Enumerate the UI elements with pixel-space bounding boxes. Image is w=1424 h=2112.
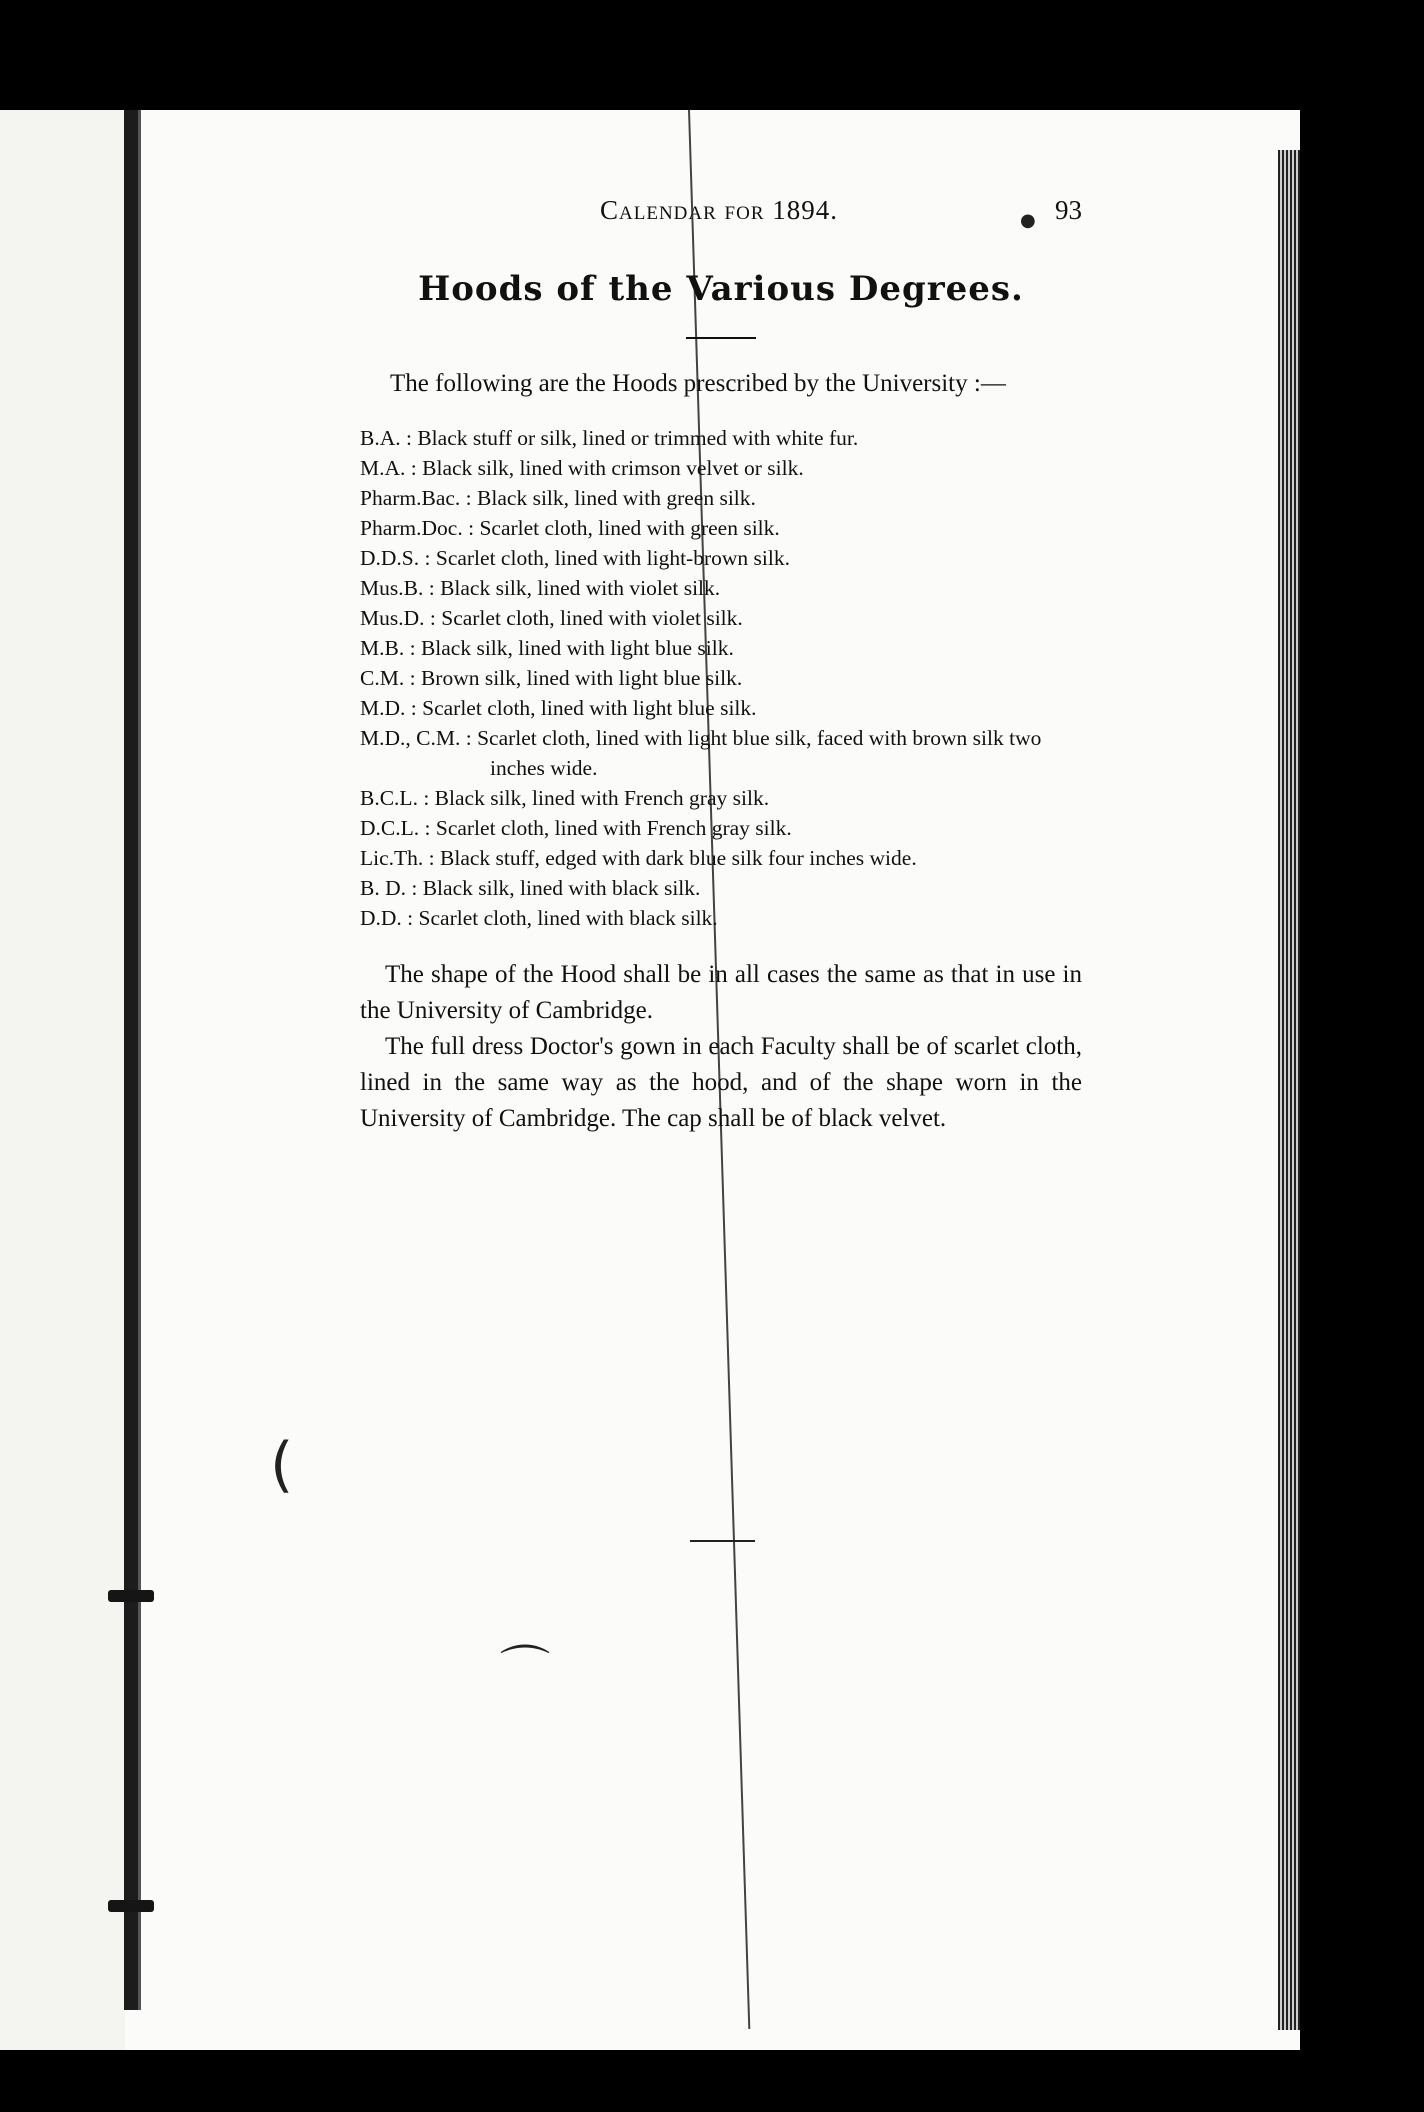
hood-entry bbox=[360, 843, 1082, 873]
hood-entry bbox=[360, 813, 1082, 843]
hood-description: Black stuff, edged with dark blue silk four inches wide. bbox=[440, 846, 917, 870]
intro-paragraph: The following are the Hoods prescribed by the University :— bbox=[390, 370, 1006, 397]
binding-clip bbox=[108, 1900, 154, 1912]
hood-entry bbox=[360, 483, 1082, 513]
hood-description: Black silk, lined with light blue silk. bbox=[420, 636, 734, 660]
body-paragraph: The full dress Doctor's gown in each Faculty shall be of scarlet cloth, lined in the same way as the hood, and of the shape worn in the University of Cambridge. The cap shall be of black velvet. bbox=[360, 1033, 1082, 1132]
degree-label: B.C.L. : bbox=[360, 786, 430, 810]
degree-label: B. D. : bbox=[360, 876, 418, 900]
heading-rule bbox=[686, 337, 756, 339]
hood-description: Scarlet cloth, lined with green silk. bbox=[479, 516, 780, 540]
hood-description: Scarlet cloth, lined with light blue silk, faced with brown silk two inches wide. bbox=[477, 726, 1042, 780]
hood-description: Scarlet cloth, lined with French gray silk. bbox=[435, 816, 792, 840]
hood-entry bbox=[360, 633, 1082, 663]
degree-label: Mus.D. : bbox=[360, 606, 436, 630]
degree-label: Mus.B. : bbox=[360, 576, 435, 600]
page-stack-edge bbox=[1278, 150, 1300, 2030]
hood-entry bbox=[360, 423, 1082, 453]
hood-entry bbox=[360, 573, 1082, 603]
hood-entry bbox=[360, 663, 1082, 693]
hood-entry bbox=[360, 543, 1082, 573]
section-heading: Hoods of the Various Degrees. bbox=[418, 269, 1024, 309]
hood-description: Brown silk, lined with light blue silk. bbox=[420, 666, 743, 690]
hood-description: Black silk, lined with French gray silk. bbox=[434, 786, 770, 810]
hood-list bbox=[360, 423, 1082, 933]
hood-description: Scarlet cloth, lined with black silk. bbox=[418, 906, 718, 930]
degree-label: D.D. : bbox=[360, 906, 414, 930]
hood-description: Scarlet cloth, lined with violet silk. bbox=[441, 606, 743, 630]
closing-rule bbox=[690, 1540, 755, 1542]
hood-entry bbox=[360, 453, 1082, 483]
hood-entry bbox=[360, 873, 1082, 903]
hood-entry bbox=[360, 603, 1082, 633]
hood-entry bbox=[360, 693, 1082, 723]
degree-label: Lic.Th. : bbox=[360, 846, 435, 870]
degree-label: M.B. : bbox=[360, 636, 416, 660]
hood-description: Scarlet cloth, lined with light blue silk. bbox=[422, 696, 757, 720]
running-header bbox=[360, 195, 1082, 245]
left-gutter bbox=[0, 110, 125, 2050]
hood-entry bbox=[360, 513, 1082, 543]
page-number: 93 bbox=[1055, 195, 1082, 225]
hood-description: Black silk, lined with violet silk. bbox=[440, 576, 721, 600]
hood-entry bbox=[360, 723, 1082, 783]
stray-mark: ● bbox=[1020, 210, 1036, 231]
degree-label: Pharm.Bac. : bbox=[360, 486, 472, 510]
binding-rod bbox=[124, 110, 141, 2010]
degree-label: M.D. : bbox=[360, 696, 417, 720]
hood-description: Black silk, lined with crimson velvet or silk. bbox=[422, 456, 804, 480]
hood-description: Black silk, lined with green silk. bbox=[477, 486, 756, 510]
degree-label: B.A. : bbox=[360, 426, 412, 450]
hood-entry bbox=[360, 903, 1082, 933]
degree-label: Pharm.Doc. : bbox=[360, 516, 475, 540]
degree-label: M.D., C.M. : bbox=[360, 726, 472, 750]
hood-description: Black silk, lined with black silk. bbox=[422, 876, 701, 900]
degree-label: D.D.S. : bbox=[360, 546, 431, 570]
hood-description: Black stuff or silk, lined or trimmed with white fur. bbox=[417, 426, 859, 450]
degree-label: D.C.L. : bbox=[360, 816, 431, 840]
hood-entry bbox=[360, 783, 1082, 813]
stray-mark: ( bbox=[270, 1430, 294, 1500]
running-title: Calendar for 1894. bbox=[600, 195, 838, 225]
stray-mark: ⌒ bbox=[500, 1641, 550, 1699]
hood-description: Scarlet cloth, lined with light-brown silk. bbox=[435, 546, 790, 570]
binding-clip bbox=[108, 1590, 154, 1602]
page-content bbox=[360, 195, 1082, 1137]
degree-label: M.A. : bbox=[360, 456, 417, 480]
body-paragraph: The shape of the Hood shall be in all cases the same as that in use in the University of Cambridge. bbox=[360, 961, 1082, 1024]
degree-label: C.M. : bbox=[360, 666, 416, 690]
